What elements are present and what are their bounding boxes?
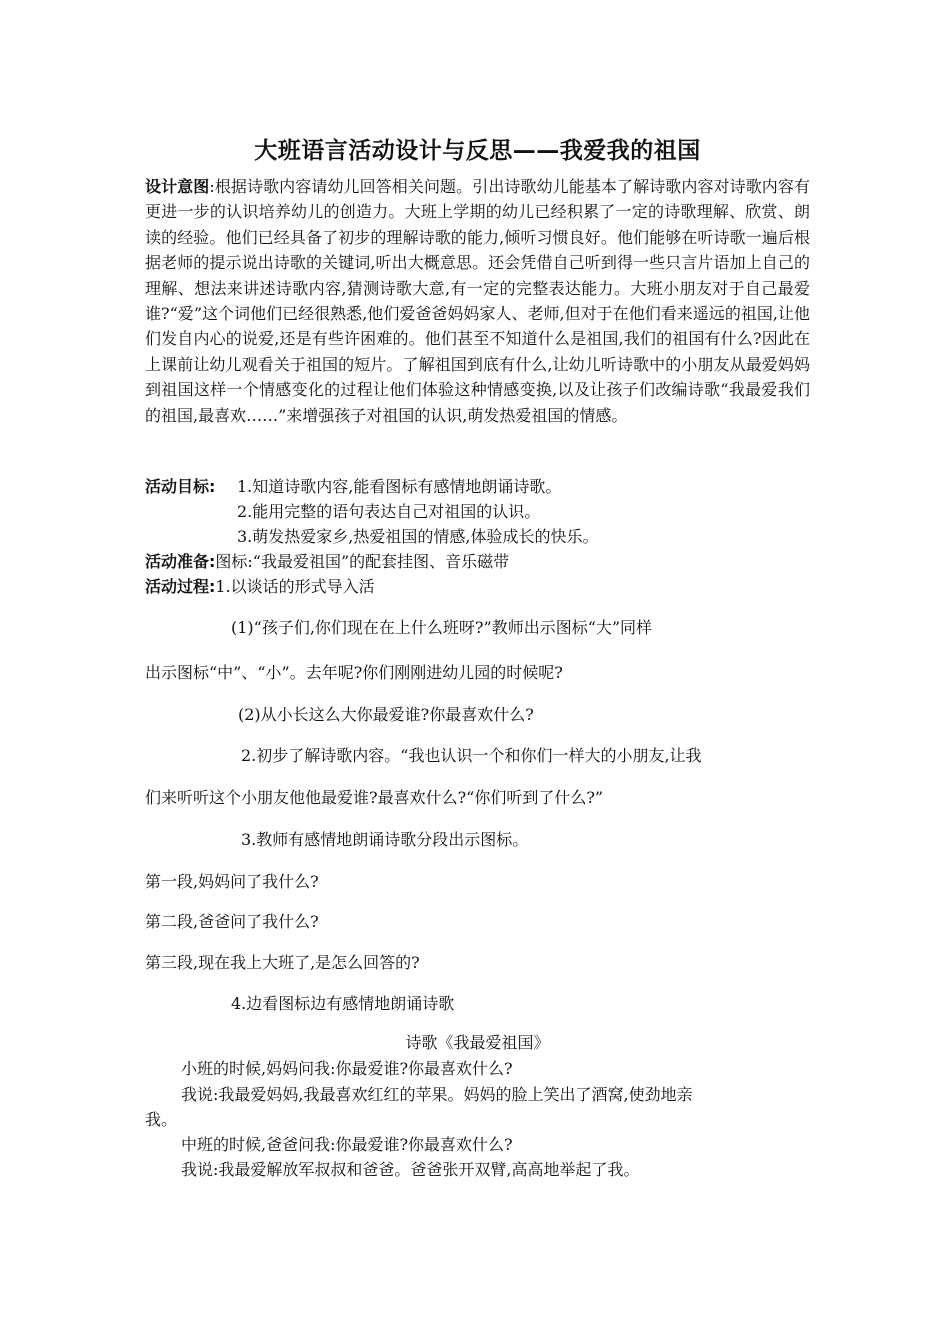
segment-3: 第三段,现在我上大班了,是怎么回答的? — [145, 953, 420, 972]
prep-row — [145, 549, 509, 572]
goals-label: 活动目标: — [145, 477, 216, 496]
prep-label: 活动准备: — [145, 552, 216, 571]
goal-item-1: 1.知道诗歌内容,能看图标有感情地朗诵诗歌。 — [237, 477, 562, 496]
question-2: (2)从小长这么大你最爱谁?你最喜欢什么? — [238, 705, 534, 724]
process-row — [145, 574, 375, 597]
process-step-2-line-2: 们来听听这个小朋友他他最爱谁?最喜欢什么?“你们听到了什么?” — [145, 788, 604, 807]
poem-line-3: 中班的时候,爸爸问我:你最爱谁?你最喜欢什么? — [181, 1135, 513, 1154]
design-intent-paragraph — [145, 174, 810, 428]
design-intent-label: 设计意图 — [145, 177, 210, 196]
segment-2: 第二段,爸爸问了我什么? — [145, 912, 319, 931]
poem-line-2b: 我。 — [145, 1110, 178, 1129]
process-step-3: 3.教师有感情地朗诵诗歌分段出示图标。 — [241, 830, 529, 849]
process-step-4: 4.边看图标边有感情地朗诵诗歌 — [231, 994, 455, 1013]
process-step-2-line-1: 2.初步了解诗歌内容。“我也认识一个和你们一样大的小朋友,让我 — [241, 746, 702, 765]
question-1-line-2: 出示图标“中”、“小”。去年呢?你们刚刚进幼儿园的时候呢? — [145, 663, 563, 682]
poem-line-1: 小班的时候,妈妈问我:你最爱谁?你最喜欢什么? — [181, 1059, 513, 1078]
poem-title: 诗歌《我最爱祖国》 — [405, 1033, 550, 1052]
document-title: 大班语言活动设计与反思——我爱我的祖国 — [254, 138, 701, 164]
goal-item-3: 3.萌发热爱家乡,热爱祖国的情感,体验成长的快乐。 — [237, 527, 599, 546]
design-intent-text: :根据诗歌内容请幼儿回答相关问题。引出诗歌幼儿能基本了解诗歌内容对诗歌内容有更进一步的认识培养幼儿的创造力。大班上学期的幼儿已经积累了一定的诗歌理解、欣赏、朗读的经验。他们已经具备了初步的理解诗歌的能力,倾听习惯良好。他们能够在听诗歌一遍后根据老师的提示说出诗歌的关键词,听出大概意思。还会凭借自己听到得一些只言片语加上自己的理解、想法来讲述诗歌内容,猜测诗歌大意,有一定的完整表达能力。大班小朋友对于自己最爱谁?“爱”这个词他们已经很熟悉,他们爱爸爸妈妈家人、老师,但对于在他们看来遥远的祖国,让他们发自内心的说爱,还是有些许困难的。他们甚至不知道什么是祖国,我们的祖国有什么?因此在上课前让幼儿观看关于祖国的短片。了解祖国到底有什么,让幼儿听诗歌中的小朋友从最爱妈妈到祖国这样一个情感变化的过程让他们体验这种情感变换,以及让孩子们改编诗歌“我最爱我们的祖国,最喜欢……”来增强孩子对祖国的认识,萌发热爱祖国的情感。 — [145, 177, 810, 425]
prep-text: 图标:“我最爱祖国”的配套挂图、音乐磁带 — [215, 552, 510, 571]
poem-line-4: 我说:我最爱解放军叔叔和爸爸。爸爸张开双臂,高高地举起了我。 — [181, 1160, 640, 1179]
poem-line-2a: 我说:我最爱妈妈,我最喜欢红红的苹果。妈妈的脸上笑出了酒窝,使劲地亲 — [181, 1085, 693, 1104]
process-step-1: 1.以谈话的形式导入活 — [215, 577, 375, 596]
segment-1: 第一段,妈妈问了我什么? — [145, 872, 319, 891]
goal-item-2: 2.能用完整的语句表达自己对祖国的认识。 — [237, 502, 541, 521]
process-label: 活动过程: — [145, 577, 216, 596]
question-1-line-1: (1)“孩子们,你们现在在上什么班呀?”教师出示图标“大”同样 — [231, 618, 653, 637]
